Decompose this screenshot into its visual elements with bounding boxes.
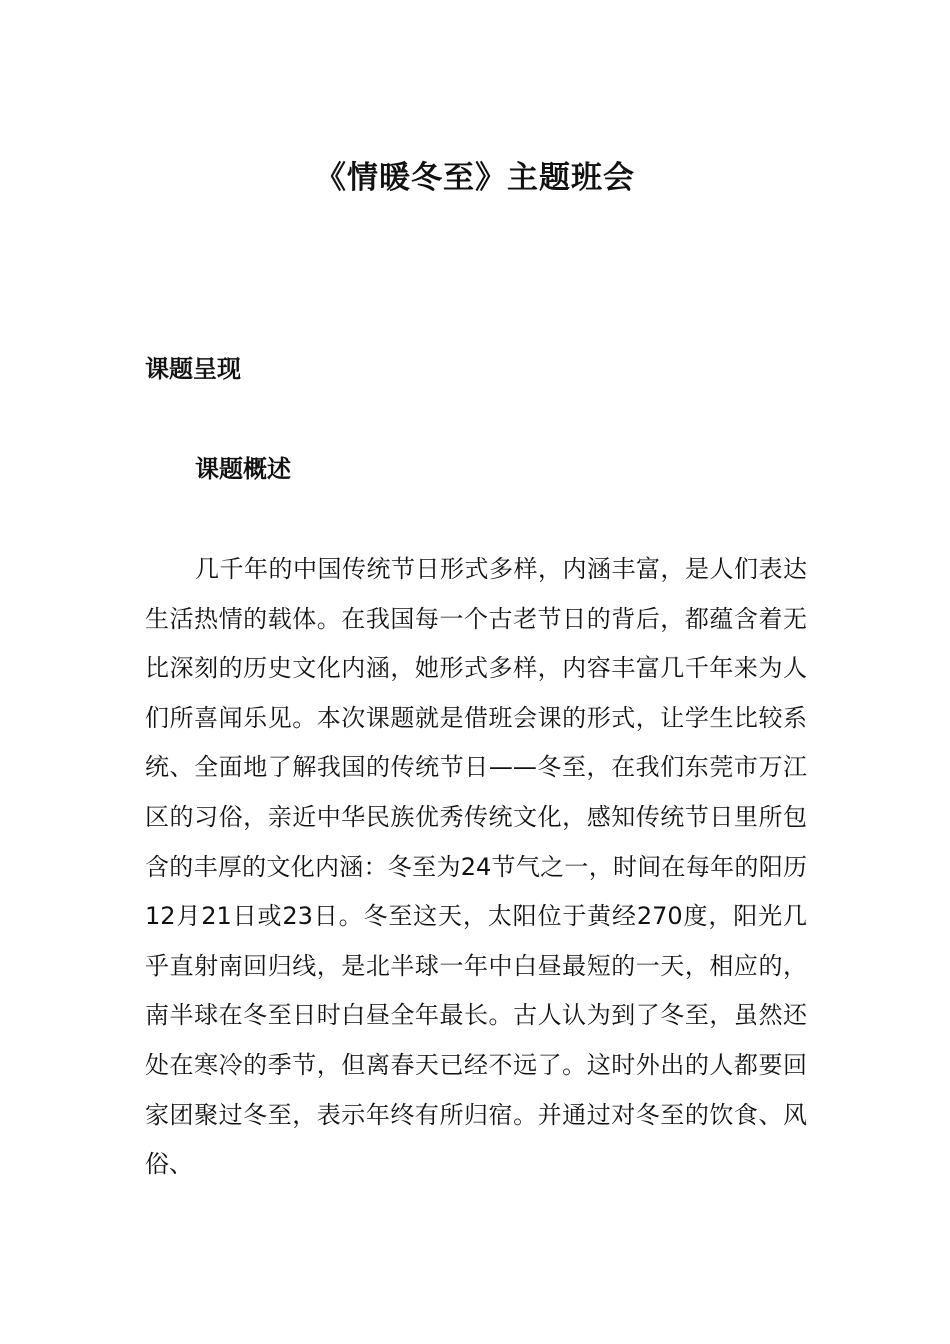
- section-heading: 课题呈现: [145, 355, 241, 383]
- body-paragraph: 几千年的中国传统节日形式多样，内涵丰富，是人们表达生活热情的载体。在我国每一个古老节日的背后，都蕴含着无比深刻的历史文化内涵，她形式多样，内容丰富几千年来为人们所喜闻乐见。本次课题就是借班会课的形式，让学生比较系统、全面地了解我国的传统节日——冬至，在我们东莞市万江区的习俗，亲近中华民族优秀传统文化，感知传统节日里所包含的丰厚的文化内涵：冬至为24节气之一，时间在每年的阳历12月21日或23日。冬至这天，太阳位于黄经270度，阳光几乎直射南回归线，是北半球一年中白昼最短的一天，相应的，南半球在冬至日时白昼全年最长。古人认为到了冬至，虽然还处在寒冷的季节，但离春天已经不远了。这时外出的人都要回家团聚过冬至，表示年终有所归宿。并通过对冬至的饮食、风俗、: [145, 555, 807, 1179]
- document-title: 《情暖冬至》主题班会: [315, 160, 635, 196]
- subsection-heading: 课题概述: [195, 455, 291, 483]
